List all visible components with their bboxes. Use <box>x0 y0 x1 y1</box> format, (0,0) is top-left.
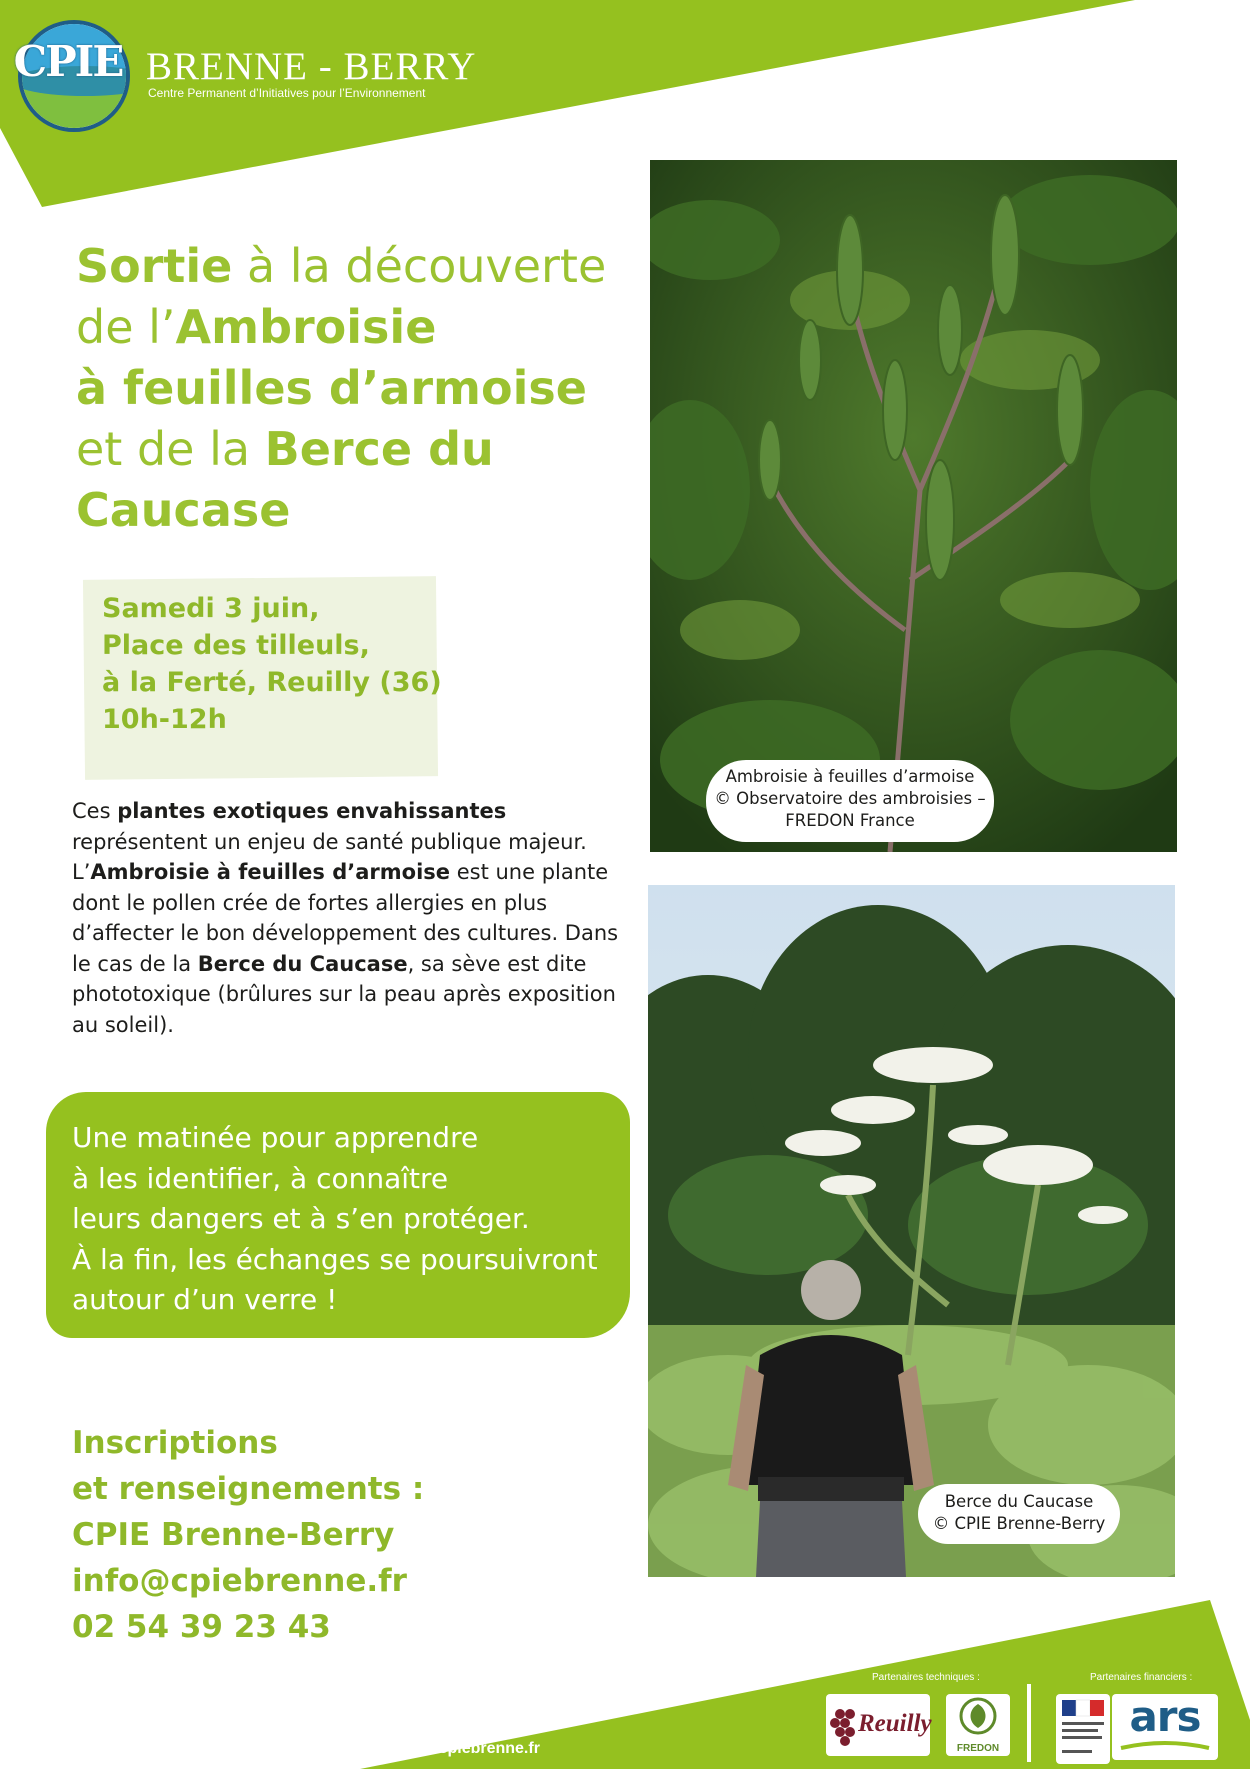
event-town: à la Ferté, Reuilly (36) <box>102 667 442 698</box>
ambroisie-photo-caption: Ambroisie à feuilles d’armoise © Observatoire des ambroisies – FREDON France <box>706 760 994 842</box>
title-text: et de la <box>76 422 265 476</box>
title-text: de l’ <box>76 300 176 354</box>
title-text: Caucase <box>76 483 291 537</box>
prefet-logo <box>1056 1694 1110 1764</box>
contact-heading: Inscriptions <box>72 1425 278 1461</box>
berce-photo <box>648 885 1175 1577</box>
event-info <box>102 590 442 738</box>
footer-divider <box>1027 1684 1031 1762</box>
fredon-logo <box>946 1694 1010 1756</box>
title-word-berce: Berce du <box>264 422 494 476</box>
partners-financial-label: Partenaires financiers : <box>1090 1672 1193 1683</box>
leaf-badge-icon <box>946 1694 1010 1738</box>
title-word-sortie: Sortie <box>76 239 233 293</box>
contact-heading-2: et renseignements : <box>72 1471 425 1507</box>
title-word-ambroisie: Ambroisie <box>175 300 437 354</box>
marianne-flag-icon <box>1056 1694 1110 1764</box>
emphasis-plantes: plantes exotiques envahissantes <box>117 799 507 823</box>
website-link[interactable]: ⟶ www.cpiebrenne.fr <box>370 1740 540 1757</box>
emphasis-berce: Berce du Caucase <box>197 951 408 976</box>
title-text: à la découverte <box>232 239 607 293</box>
ars-swoosh-icon <box>1117 1740 1213 1754</box>
org-subtitle: Centre Permanent d’Initiatives pour l’Environnement <box>148 86 426 100</box>
ambroisie-illustration <box>650 160 1177 852</box>
event-place: Place des tilleuls, <box>102 630 370 661</box>
ars-logo <box>1112 1694 1218 1760</box>
contact-org: CPIE Brenne-Berry <box>72 1517 395 1553</box>
ambroisie-photo <box>650 160 1177 852</box>
poster-title <box>76 236 636 541</box>
contact-phone[interactable]: 02 54 39 23 43 <box>72 1609 331 1645</box>
partners-technical-label: Partenaires techniques : <box>872 1672 980 1683</box>
emphasis-ambroisie: Ambroisie à feuilles d’armoise <box>90 860 451 884</box>
fredon-logo-text: FREDON <box>956 1743 1000 1754</box>
description-paragraph: Ces plantes exotiques envahissantes représentent un enjeu de santé publique majeur. L’Ambroisie à feuilles d’armoise est une plante dont le pollen crée de fortes allergies en plus d’affecter le bon développement des cultures. Dans le cas de la Berce du Caucase, sa sève est dite phototoxique (brûlures sur la peau après exposition au soleil). <box>72 799 619 1037</box>
title-text: à feuilles d’armoise <box>76 361 587 415</box>
berce-illustration <box>648 885 1175 1577</box>
reuilly-logo <box>826 1694 930 1756</box>
berce-photo-caption: Berce du Caucase © CPIE Brenne-Berry <box>918 1484 1120 1544</box>
event-date: Samedi 3 juin, <box>102 593 320 624</box>
org-name: BRENNE - BERRY <box>146 45 477 88</box>
contact-email[interactable]: info@cpiebrenne.fr <box>72 1563 407 1599</box>
event-time: 10h-12h <box>102 704 227 735</box>
callout-text: Une matinée pour apprendre à les identifier, à connaître leurs dangers et à s’en protéger. À la fin, les échanges se poursuivront autour d’un verre ! <box>72 1121 598 1316</box>
cpie-logo-text: CPIE <box>13 37 123 86</box>
reuilly-logo-text: Reuilly <box>858 1710 932 1737</box>
ars-logo-text: ars <box>1129 1692 1201 1741</box>
